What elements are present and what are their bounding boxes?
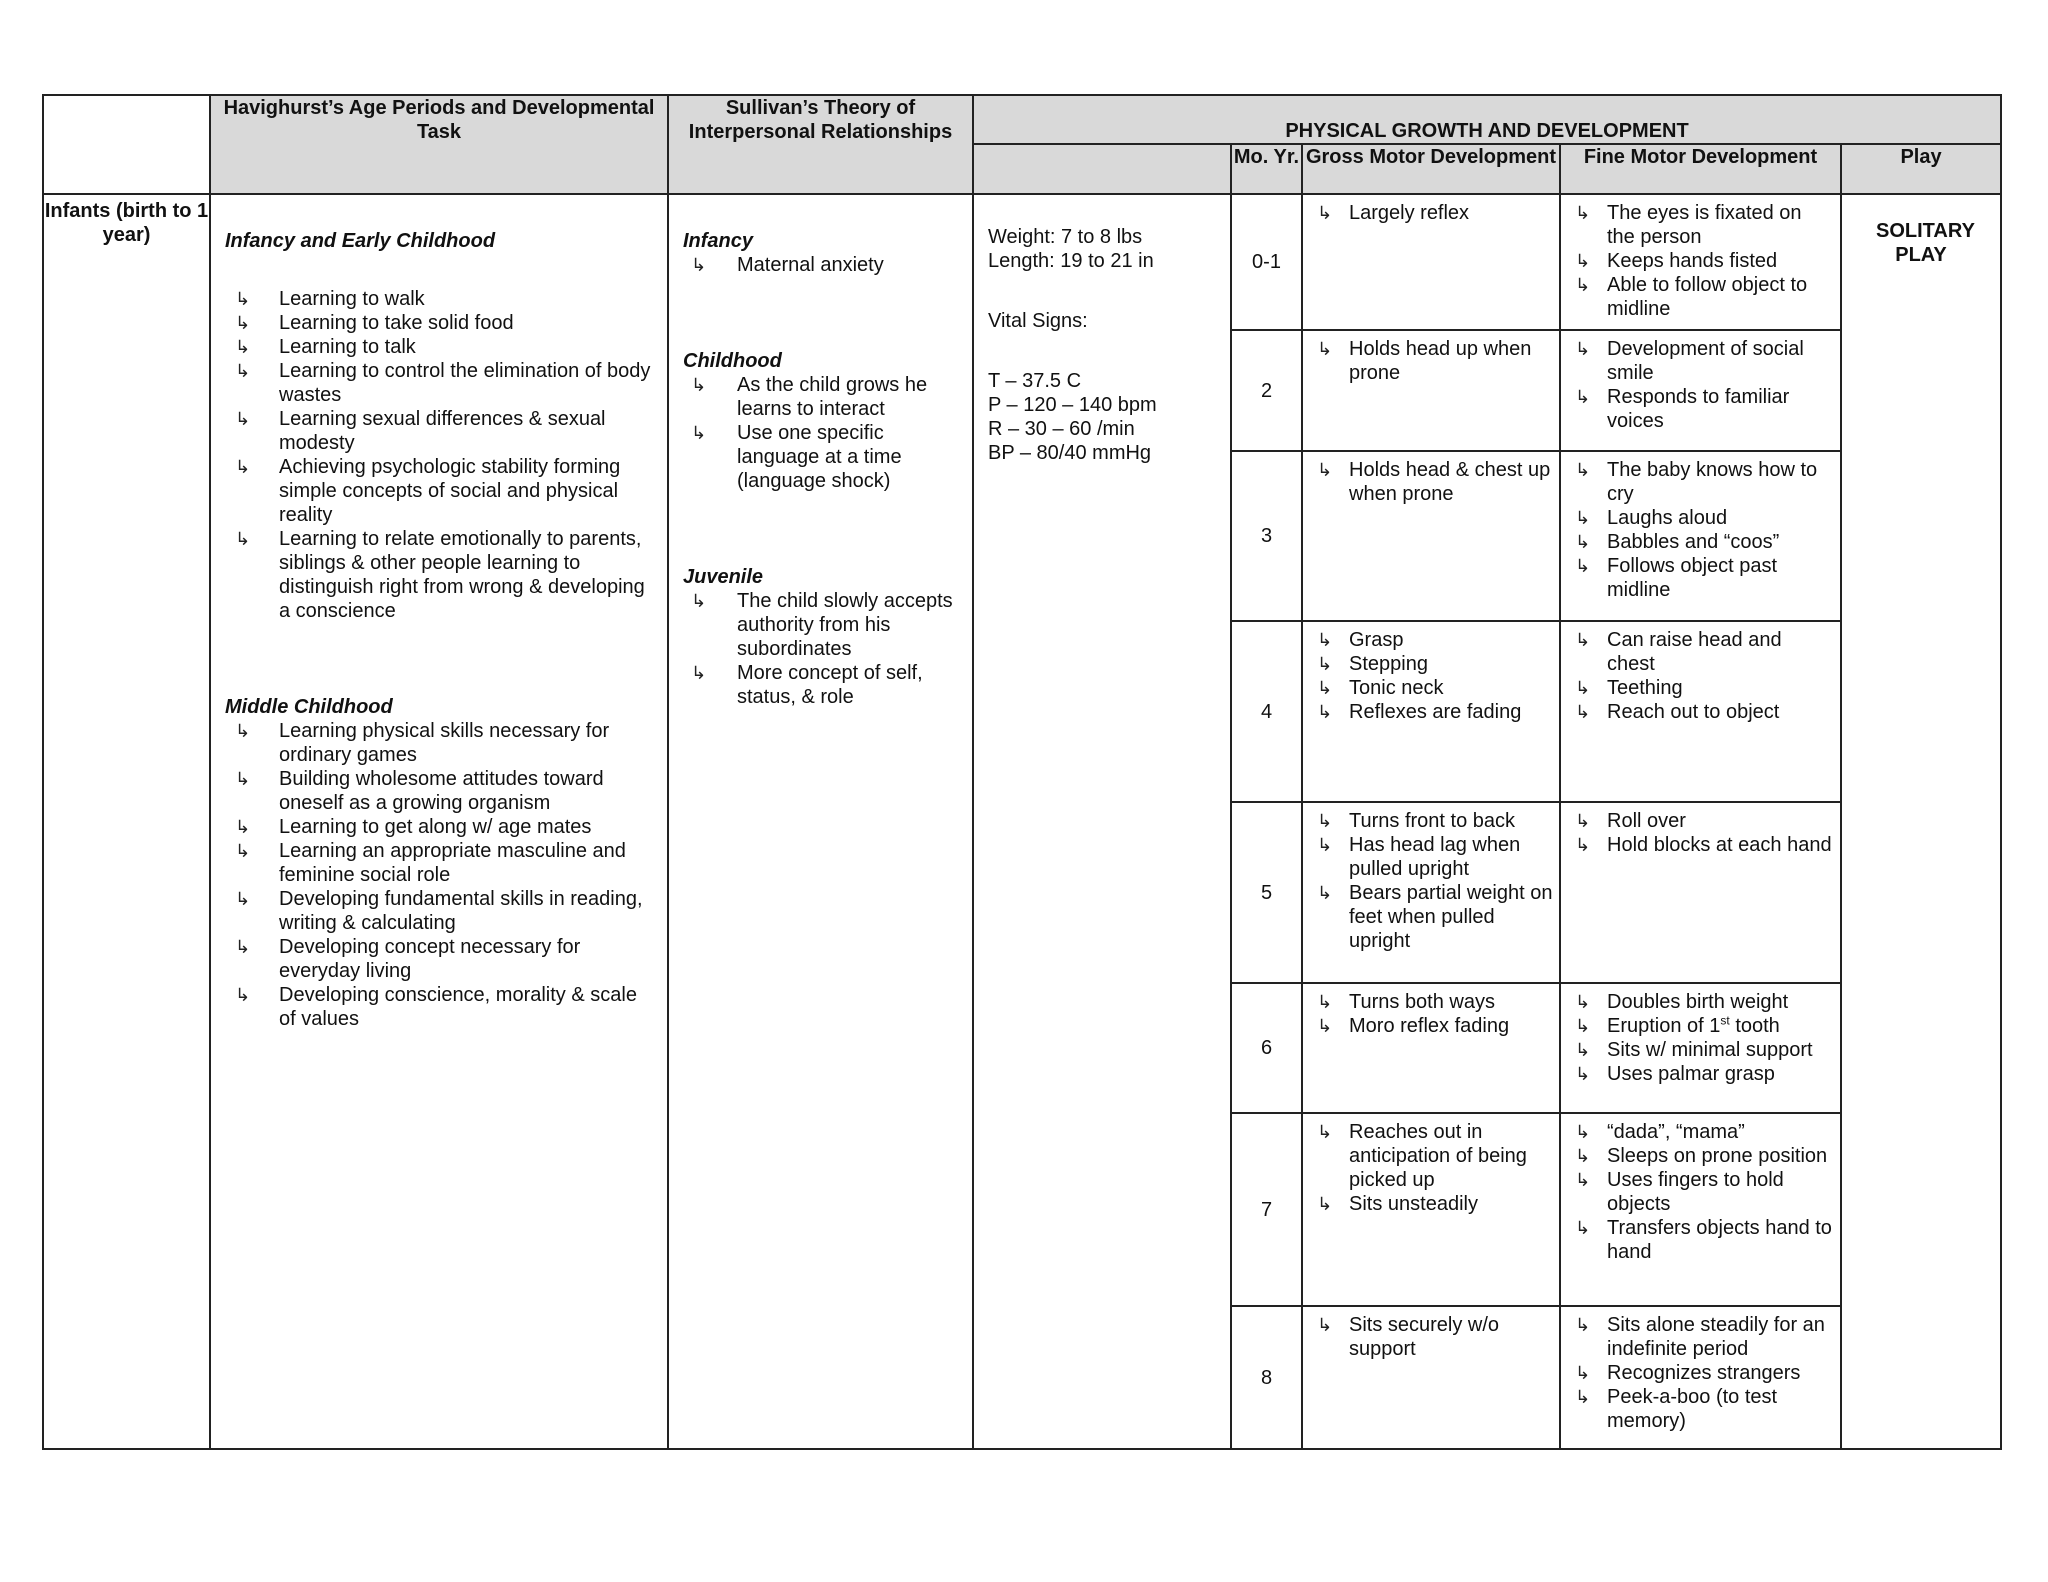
fine-list (1567, 201, 1834, 321)
arrow-bullet-icon: ↳ (1575, 1016, 1591, 1036)
arrow-bullet-icon: ↳ (691, 663, 707, 683)
list-item: ↳ Transfers objects hand to hand (1575, 1217, 1832, 1263)
arrow-bullet-icon: ↳ (1575, 203, 1591, 223)
play-label: SOLITARY PLAY (1876, 220, 1975, 266)
gross-list (1309, 809, 1553, 953)
arrow-bullet-icon: ↳ (691, 591, 707, 611)
list-item: ↳ Turns both ways (1317, 991, 1495, 1013)
sullivan-infancy-heading: Infancy (683, 230, 754, 252)
arrow-bullet-icon: ↳ (691, 375, 707, 395)
list-item: ↳ Able to follow object to midline (1575, 274, 1808, 320)
development-table (42, 94, 2002, 1450)
list-item: ↳ Recognizes strangers (1575, 1362, 1801, 1384)
arrow-bullet-icon: ↳ (1575, 1363, 1591, 1383)
list-item: ↳ Holds head & chest up when prone (1317, 459, 1551, 505)
sullivan-cell (668, 194, 973, 1449)
arrow-bullet-icon: ↳ (235, 457, 251, 477)
arrow-bullet-icon: ↳ (1575, 630, 1591, 650)
arrow-bullet-icon: ↳ (235, 841, 251, 861)
fine-cell (1560, 983, 1841, 1113)
arrow-bullet-icon: ↳ (1575, 1146, 1591, 1166)
list-item: ↳ Maternal anxiety (691, 254, 884, 276)
list-item: ↳ Responds to familiar voices (1575, 386, 1790, 432)
gross-list (1309, 201, 1553, 225)
sullivan-childhood-heading: Childhood (683, 350, 782, 372)
gross-cell (1302, 451, 1560, 621)
gross-cell (1302, 194, 1560, 330)
list-item: ↳ Developing fundamental skills in reading, writing & calculating (235, 888, 643, 934)
havighurst-cell (210, 194, 668, 1449)
list-item: ↳ Grasp (1317, 629, 1404, 651)
list-item: ↳ Bears partial weight on feet when pulled upright (1317, 882, 1553, 952)
list-item: ↳ Developing concept necessary for everyday living (235, 936, 581, 982)
arrow-bullet-icon: ↳ (1575, 1122, 1591, 1142)
arrow-bullet-icon: ↳ (1317, 883, 1333, 903)
gross-motor-header: Gross Motor Development (1302, 144, 1560, 194)
list-item: ↳ Developing conscience, morality & scale of values (235, 984, 637, 1030)
list-item: ↳ Learning to relate emotionally to parents, siblings & other people learning to distinguish right from wrong & developing a conscience (235, 528, 645, 622)
list-item: ↳ Largely reflex (1317, 202, 1470, 224)
list-item: ↳ Teething (1575, 677, 1683, 699)
mo-cell: 0-1 (1231, 194, 1302, 330)
list-item: ↳ Learning an appropriate masculine and feminine social role (235, 840, 626, 886)
arrow-bullet-icon: ↳ (1575, 1218, 1591, 1238)
list-item: ↳ Turns front to back (1317, 810, 1515, 832)
gross-list (1309, 628, 1553, 724)
arrow-bullet-icon: ↳ (1575, 275, 1591, 295)
list-item: ↳ Stepping (1317, 653, 1428, 675)
fine-cell (1560, 1113, 1841, 1306)
fine-cell (1560, 1306, 1841, 1449)
list-item: ↳ Follows object past midline (1575, 555, 1778, 601)
fine-list (1567, 458, 1834, 602)
arrow-bullet-icon: ↳ (235, 289, 251, 309)
list-item: ↳ More concept of self, status, & role (691, 662, 923, 708)
arrow-bullet-icon: ↳ (1575, 702, 1591, 722)
arrow-bullet-icon: ↳ (235, 937, 251, 957)
arrow-bullet-icon: ↳ (1575, 1040, 1591, 1060)
arrow-bullet-icon: ↳ (235, 721, 251, 741)
list-item: ↳ Hold blocks at each hand (1575, 834, 1832, 856)
arrow-bullet-icon: ↳ (1575, 339, 1591, 359)
physical-sub-blank (973, 144, 1231, 194)
respiration: R – 30 – 60 /min (988, 418, 1135, 440)
list-item: ↳ Achieving psychologic stability forming simple concepts of social and physical reality (235, 456, 621, 526)
mo-cell: 3 (1231, 451, 1302, 621)
list-item: ↳ Reach out to object (1575, 701, 1780, 723)
arrow-bullet-icon: ↳ (1317, 702, 1333, 722)
arrow-bullet-icon: ↳ (235, 817, 251, 837)
list-item: ↳ Moro reflex fading (1317, 1015, 1510, 1037)
list-item: ↳ Learning sexual differences & sexual modesty (235, 408, 606, 454)
arrow-bullet-icon: ↳ (1317, 835, 1333, 855)
list-item: ↳ Keeps hands fisted (1575, 250, 1778, 272)
arrow-bullet-icon: ↳ (1317, 1194, 1333, 1214)
mo-cell: 7 (1231, 1113, 1302, 1306)
length: Length: 19 to 21 in (988, 250, 1154, 272)
list-item: ↳ Development of social smile (1575, 338, 1804, 384)
arrow-bullet-icon: ↳ (1317, 811, 1333, 831)
gross-cell (1302, 330, 1560, 451)
fine-cell (1560, 451, 1841, 621)
age-header-blank (43, 95, 210, 194)
physical-cell (973, 194, 1231, 1449)
arrow-bullet-icon: ↳ (1317, 1122, 1333, 1142)
sullivan-juvenile-heading: Juvenile (683, 566, 764, 588)
arrow-bullet-icon: ↳ (1317, 1315, 1333, 1335)
fine-list (1567, 1313, 1834, 1433)
arrow-bullet-icon: ↳ (1317, 203, 1333, 223)
list-item: ↳ The baby knows how to cry (1575, 459, 1818, 505)
fine-cell (1560, 621, 1841, 802)
fine-cell (1560, 802, 1841, 983)
arrow-bullet-icon: ↳ (235, 313, 251, 333)
fine-list (1567, 809, 1834, 857)
physical-header: PHYSICAL GROWTH AND DEVELOPMENT (973, 95, 2001, 144)
list-item: ↳ Laughs aloud (1575, 507, 1728, 529)
list-item: ↳ Babbles and “coos” (1575, 531, 1780, 553)
arrow-bullet-icon: ↳ (235, 529, 251, 549)
arrow-bullet-icon: ↳ (1575, 556, 1591, 576)
arrow-bullet-icon: ↳ (1575, 532, 1591, 552)
list-item: ↳ The child slowly accepts authority from his subordinates (691, 590, 953, 660)
arrow-bullet-icon: ↳ (1575, 811, 1591, 831)
list-item: ↳ Reflexes are fading (1317, 701, 1522, 723)
weight: Weight: 7 to 8 lbs (988, 226, 1143, 248)
temperature: T – 37.5 C (988, 370, 1082, 392)
list-item: ↳ Roll over (1575, 810, 1686, 832)
list-item: ↳ Learning physical skills necessary for ordinary games (235, 720, 610, 766)
arrow-bullet-icon: ↳ (1317, 339, 1333, 359)
gross-cell (1302, 1113, 1560, 1306)
gross-cell (1302, 802, 1560, 983)
vital-signs-label: Vital Signs: (988, 310, 1088, 332)
arrow-bullet-icon: ↳ (691, 255, 707, 275)
fine-cell (1560, 194, 1841, 330)
arrow-bullet-icon: ↳ (1575, 460, 1591, 480)
arrow-bullet-icon: ↳ (1317, 1016, 1333, 1036)
arrow-bullet-icon: ↳ (1575, 1170, 1591, 1190)
list-item: ↳ Learning to take solid food (235, 312, 514, 334)
list-item: ↳ Sleeps on prone position (1575, 1145, 1828, 1167)
arrow-bullet-icon: ↳ (1575, 1315, 1591, 1335)
gross-list (1309, 1120, 1553, 1216)
arrow-bullet-icon: ↳ (1317, 460, 1333, 480)
mo-cell: 6 (1231, 983, 1302, 1113)
gross-cell (1302, 983, 1560, 1113)
arrow-bullet-icon: ↳ (1575, 1387, 1591, 1407)
arrow-bullet-icon: ↳ (691, 423, 707, 443)
blood-pressure: BP – 80/40 mmHg (988, 442, 1152, 464)
list-item: ↳ Learning to control the elimination of body wastes (235, 360, 651, 406)
arrow-bullet-icon: ↳ (235, 361, 251, 381)
list-item: ↳ “dada”, “mama” (1575, 1121, 1745, 1143)
arrow-bullet-icon: ↳ (1575, 992, 1591, 1012)
list-item: ↳ Building wholesome attitudes toward oneself as a growing organism (235, 768, 604, 814)
arrow-bullet-icon: ↳ (1575, 835, 1591, 855)
list-item: ↳ Use one specific language at a time (language shock) (691, 422, 902, 492)
list-item: ↳ Holds head up when prone (1317, 338, 1532, 384)
arrow-bullet-icon: ↳ (1575, 387, 1591, 407)
pulse: P – 120 – 140 bpm (988, 394, 1157, 416)
sullivan-header: Sullivan’s Theory of Interpersonal Relationships (668, 95, 973, 194)
list-item: ↳ Reaches out in anticipation of being picked up (1317, 1121, 1527, 1191)
arrow-bullet-icon: ↳ (235, 985, 251, 1005)
list-item: ↳ Sits unsteadily (1317, 1193, 1478, 1215)
list-item: ↳ Sits w/ minimal support (1575, 1039, 1813, 1061)
list-item: ↳ Can raise head and chest (1575, 629, 1782, 675)
arrow-bullet-icon: ↳ (1317, 630, 1333, 650)
fine-list (1567, 337, 1834, 433)
list-item: ↳ Has head lag when pulled upright (1317, 834, 1521, 880)
play-cell (1841, 194, 2001, 1449)
havighurst-infancy-list (225, 287, 655, 623)
list-item: ↳ Uses fingers to hold objects (1575, 1169, 1784, 1215)
list-item: ↳ Learning to talk (235, 336, 416, 358)
gross-list (1309, 1313, 1553, 1361)
list-item: ↳ As the child grows he learns to interact (691, 374, 928, 420)
mo-cell: 4 (1231, 621, 1302, 802)
gross-cell (1302, 1306, 1560, 1449)
mo-cell: 5 (1231, 802, 1302, 983)
list-item: ↳ Eruption of 1st tooth (1575, 1013, 1780, 1037)
havighurst-middle-list (225, 719, 655, 1031)
arrow-bullet-icon: ↳ (1575, 251, 1591, 271)
list-item: ↳ Doubles birth weight (1575, 991, 1789, 1013)
mo-cell: 8 (1231, 1306, 1302, 1449)
havighurst-header: Havighurst’s Age Periods and Developmental Task (210, 95, 668, 194)
list-item: ↳ Learning to walk (235, 288, 425, 310)
gross-list (1309, 458, 1553, 506)
mo-yr-header: Mo. Yr. (1231, 144, 1302, 194)
sullivan-infancy-list (683, 253, 958, 277)
sullivan-childhood-list (683, 373, 958, 493)
play-header: Play (1841, 144, 2001, 194)
gross-cell (1302, 621, 1560, 802)
arrow-bullet-icon: ↳ (1575, 508, 1591, 528)
list-item: ↳ Peek-a-boo (to test memory) (1575, 1386, 1778, 1432)
havighurst-infancy-heading: Infancy and Early Childhood (225, 230, 496, 252)
fine-list (1567, 1120, 1834, 1264)
list-item: ↳ Tonic neck (1317, 677, 1444, 699)
fine-list (1567, 628, 1834, 724)
list-item: ↳ Uses palmar grasp (1575, 1063, 1775, 1085)
fine-motor-header: Fine Motor Development (1560, 144, 1841, 194)
list-item: ↳ Learning to get along w/ age mates (235, 816, 592, 838)
arrow-bullet-icon: ↳ (235, 769, 251, 789)
arrow-bullet-icon: ↳ (1317, 678, 1333, 698)
havighurst-middle-heading: Middle Childhood (225, 696, 393, 718)
gross-list (1309, 990, 1553, 1038)
arrow-bullet-icon: ↳ (1575, 678, 1591, 698)
arrow-bullet-icon: ↳ (235, 409, 251, 429)
mo-cell: 2 (1231, 330, 1302, 451)
sullivan-juvenile-list (683, 589, 958, 709)
list-item: ↳ Sits securely w/o support (1317, 1314, 1500, 1360)
arrow-bullet-icon: ↳ (235, 337, 251, 357)
arrow-bullet-icon: ↳ (1575, 1064, 1591, 1084)
arrow-bullet-icon: ↳ (1317, 654, 1333, 674)
arrow-bullet-icon: ↳ (235, 889, 251, 909)
age-group: Infants (birth to 1 year) (43, 194, 210, 1449)
fine-list (1567, 990, 1834, 1086)
list-item: ↳ Sits alone steadily for an indefinite period (1575, 1314, 1825, 1360)
arrow-bullet-icon: ↳ (1317, 992, 1333, 1012)
list-item: ↳ The eyes is fixated on the person (1575, 202, 1802, 248)
fine-cell (1560, 330, 1841, 451)
gross-list (1309, 337, 1553, 385)
